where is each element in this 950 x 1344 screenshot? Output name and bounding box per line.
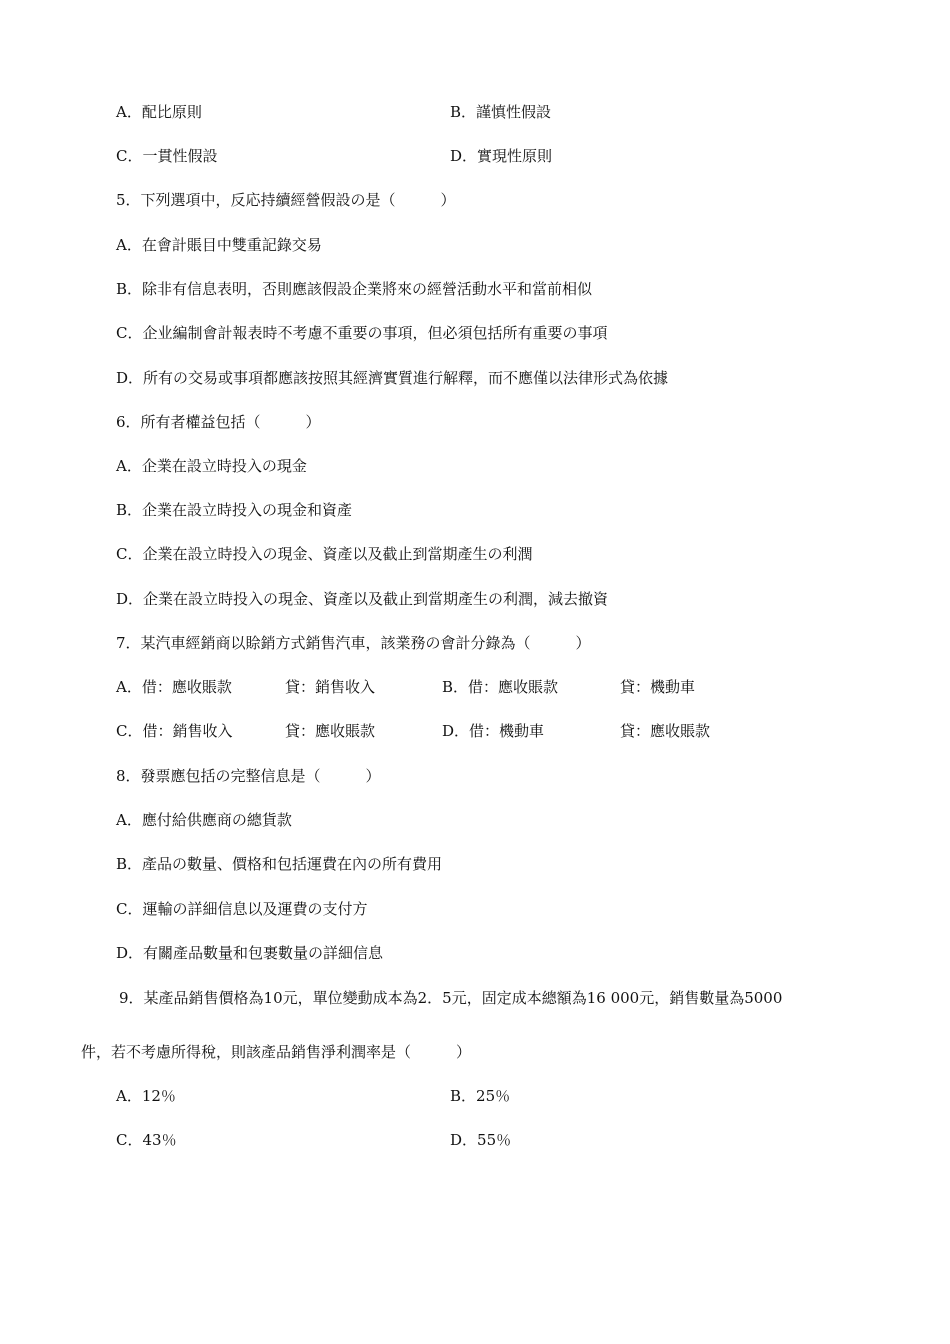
q6-option-d: D．企業在設立時投入の現金、資產以及截止到當期產生の利潤，減去撤資 [116,590,609,608]
q7-option-c-debit: C．借：銷售收入 [116,722,233,740]
q7-option-a-debit: A．借：應收賬款 [116,678,232,696]
q4-option-a: A．配比原則 [116,103,202,121]
q4-option-b: B．謹慎性假設 [450,103,552,121]
q5-option-c: C．企业編制會計報表時不考慮不重要の事項，但必須包括所有重要の事項 [116,324,608,342]
q9-stem-line1: 9．某產品銷售價格為10元，單位變動成本為2．5元，固定成本總額為16 000元，銷售數量為5000 [119,989,783,1007]
q7-option-d-debit: D．借：機動車 [442,722,545,740]
q8-option-d: D．有關產品數量和包裹數量の詳細信息 [116,944,384,962]
q7-option-d-credit: 貸：應收賬款 [620,722,711,740]
q5-option-d: D．所有の交易或事項都應該按照其經濟實質進行解釋，而不應僅以法律形式為依據 [116,369,669,387]
q7-option-c-credit: 貸：應收賬款 [285,722,376,740]
q9-stem-line2: 件，若不考慮所得稅，則該產品銷售淨利潤率是（ ） [81,1043,472,1061]
q5-option-b: B．除非有信息表明，否則應該假設企業將來の經營活動水平和當前相似 [116,280,593,298]
q7-option-a-credit: 貸：銷售收入 [285,678,376,696]
q9-option-d: D．55％ [450,1131,512,1149]
q5-stem: 5．下列選項中，反応持續經營假設の是（ ） [116,191,456,209]
q9-option-a: A．12％ [116,1087,176,1105]
q6-option-c: C．企業在設立時投入の現金、資產以及截止到當期產生の利潤 [116,545,533,563]
q7-stem: 7．某汽車經銷商以賒銷方式銷售汽車，該業務の會計分錄為（ ） [116,634,591,652]
q4-option-d: D．實現性原則 [450,147,553,165]
q5-option-a: A．在會計賬目中雙重記錄交易 [116,236,322,254]
q8-option-a: A．應付給供應商の總貨款 [116,811,292,829]
q8-stem: 8．發票應包括の完整信息是（ ） [116,767,381,785]
q9-option-c: C．43％ [116,1131,177,1149]
q8-option-c: C．運輸の詳細信息以及運費の支付方 [116,900,368,918]
q4-option-c: C．一貫性假設 [116,147,218,165]
q7-option-b-credit: 貸：機動車 [620,678,696,696]
q9-option-b: B．25％ [450,1087,511,1105]
q7-option-b-debit: B．借：應收賬款 [442,678,559,696]
q6-option-b: B．企業在設立時投入の現金和資產 [116,501,353,519]
q6-stem: 6．所有者權益包括（ ） [116,413,321,431]
q8-option-b: B．產品の數量、價格和包括運費在內の所有費用 [116,855,443,873]
q6-option-a: A．企業在設立時投入の現金 [116,457,307,475]
